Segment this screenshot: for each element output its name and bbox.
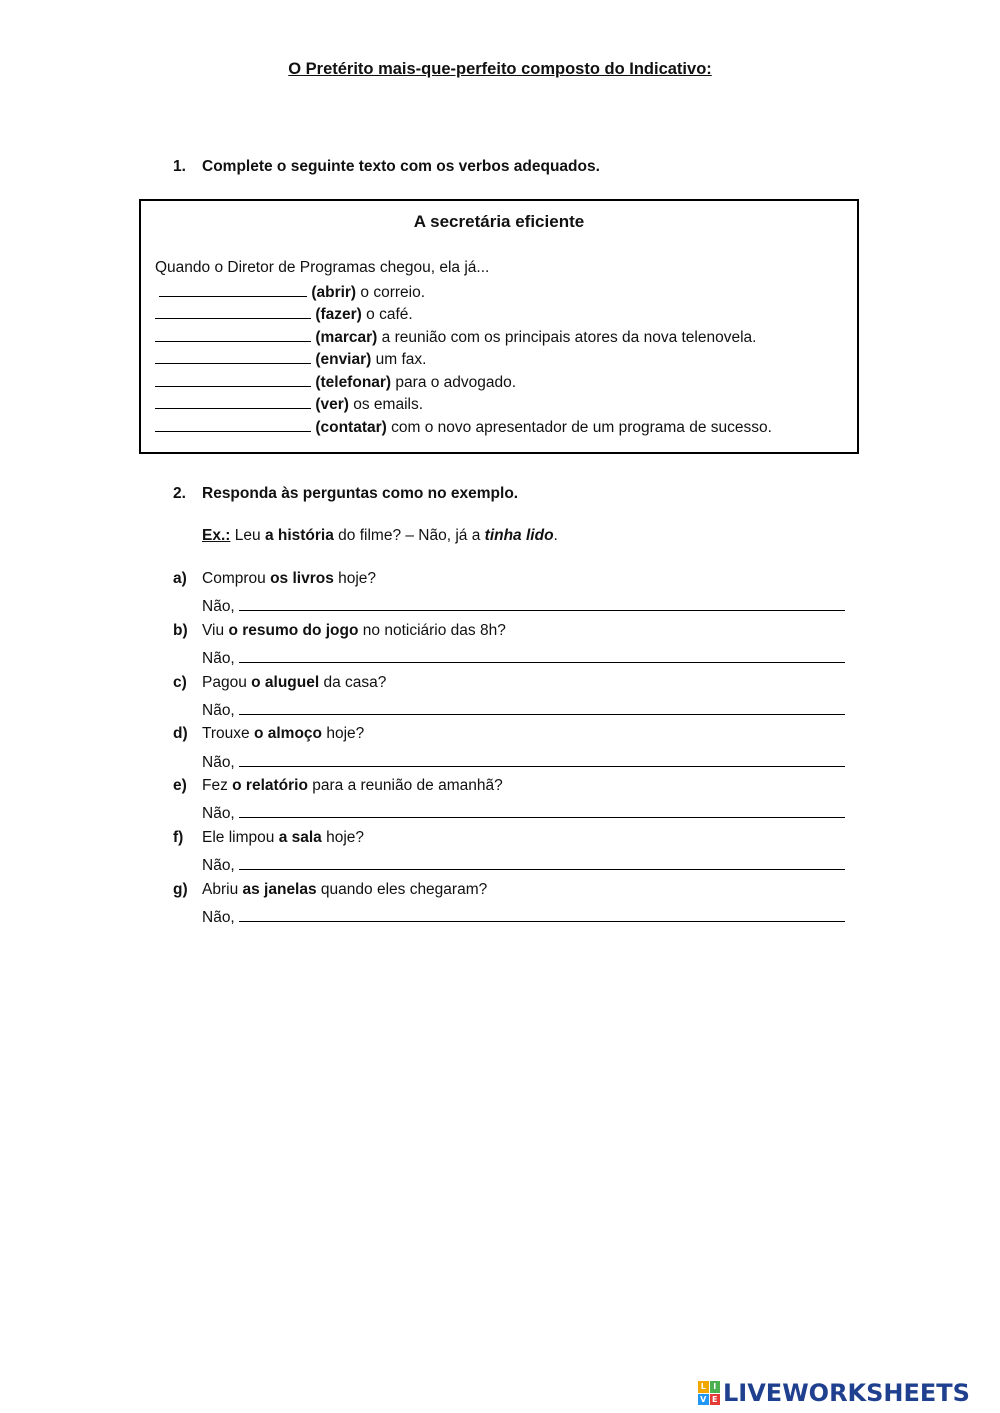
answer-b [202,648,845,668]
question-text: hoje? [338,570,377,587]
liveworksheets-logo-icon [698,1381,720,1405]
question-d [173,725,364,743]
exercise-1-box [139,199,859,454]
question-letter: e) [173,777,187,794]
answer-d [202,752,845,772]
fill-line-4 [155,349,426,369]
logo-mark-cell: L [698,1381,709,1393]
answer-line-g[interactable] [239,907,845,922]
question-bold: o relatório [232,777,308,794]
question-bold: o resumo do jogo [228,622,359,639]
question-text: hoje? [326,725,365,742]
fill-line-7 [155,417,772,437]
answer-a [202,596,845,616]
verb-hint: (enviar) [315,351,372,368]
question-bold: a sala [278,829,322,846]
fill-line-2 [155,304,413,324]
fill-blank-4[interactable] [155,349,311,364]
question-text: da casa? [323,674,387,691]
fill-line-3 [155,327,756,347]
question-letter: g) [173,881,188,898]
question-bold: o aluguel [251,674,320,691]
logo-mark-cell: I [710,1381,721,1393]
verb-hint: (fazer) [315,306,362,323]
question-text: quando eles chegaram? [320,881,488,898]
fill-blank-6[interactable] [155,394,311,409]
question-letter: f) [173,829,184,846]
question-text: Fez [202,777,228,794]
question-text: Ele limpou [202,829,275,846]
question-g [173,881,487,899]
exercise-2-number: 2. [173,485,186,502]
fill-blank-2[interactable] [155,304,311,319]
question-a [173,570,376,588]
answer-prefix: Não, [202,909,235,926]
example-end: . [553,527,558,544]
answer-line-f[interactable] [239,855,845,870]
answer-prefix: Não, [202,702,235,719]
verb-hint: (contatar) [315,419,387,436]
logo-mark-cell: V [698,1394,709,1406]
fill-line-1 [159,282,425,302]
example-bold: a história [264,527,334,544]
question-b [173,622,506,640]
question-text: Abriu [202,881,239,898]
question-text: no noticiário das 8h? [362,622,506,639]
box-title: A secretária eficiente [413,212,585,231]
question-letter: b) [173,622,188,639]
exercise-1-number: 1. [173,158,186,175]
answer-line-e[interactable] [239,803,845,818]
question-text: Trouxe [202,725,250,742]
line-text: a reunião com os principais atores da nova telenovela. [381,329,757,346]
question-c [173,674,386,692]
line-text: o correio. [360,284,426,301]
verb-hint: (abrir) [311,284,357,301]
exercise-2-heading [173,485,518,503]
answer-prefix: Não, [202,754,235,771]
question-bold: as janelas [242,881,317,898]
example-answer: tinha lido [484,527,554,544]
line-text: com o novo apresentador de um programa de sucesso. [391,419,772,436]
answer-line-c[interactable] [239,700,845,715]
fill-blank-5[interactable] [155,372,311,387]
verb-hint: (ver) [315,396,349,413]
question-e [173,777,503,795]
answer-e [202,803,845,823]
question-text: Comprou [202,570,266,587]
exercise-2-instruction: Responda às perguntas como no exemplo. [202,485,519,502]
example-text: Leu [234,527,261,544]
answer-g [202,907,845,927]
question-letter: c) [173,674,187,691]
question-bold: o almoço [253,725,323,742]
answer-line-d[interactable] [239,752,845,767]
liveworksheets-logo [698,1377,970,1409]
fill-line-6 [155,394,423,414]
answer-line-b[interactable] [239,648,845,663]
answer-f [202,855,845,875]
question-bold: os livros [270,570,334,587]
example-sentence [202,527,558,545]
answer-prefix: Não, [202,650,235,667]
example-label: Ex.: [202,527,231,544]
question-text: Pagou [202,674,247,691]
line-text: um fax. [375,351,427,368]
exercise-1-instruction: Complete o seguinte texto com os verbos adequados. [202,158,600,175]
fill-blank-3[interactable] [155,327,311,342]
box-intro: Quando o Diretor de Programas chegou, ela já... [155,259,490,276]
question-text: para a reunião de amanhã? [312,777,503,794]
question-f [173,829,364,847]
fill-blank-1[interactable] [159,282,307,297]
question-text: Viu [202,622,225,639]
line-text: para o advogado. [395,374,517,391]
answer-prefix: Não, [202,598,235,615]
answer-c [202,700,845,720]
example-text: do filme? – Não, já a [338,527,481,544]
worksheet-title: O Pretérito mais-que-perfeito composto do Indicativo: [288,60,712,78]
answer-line-a[interactable] [239,596,845,611]
question-letter: a) [173,570,187,587]
logo-mark-cell: E [710,1394,721,1406]
verb-hint: (telefonar) [315,374,392,391]
exercise-1-heading [173,158,600,176]
question-letter: d) [173,725,188,742]
answer-prefix: Não, [202,857,235,874]
line-text: o café. [366,306,413,323]
verb-hint: (marcar) [315,329,378,346]
logo-text: LIVEWORKSHEETS [723,1379,970,1407]
answer-prefix: Não, [202,805,235,822]
fill-blank-7[interactable] [155,417,311,432]
question-text: hoje? [326,829,365,846]
fill-line-5 [155,372,516,392]
line-text: os emails. [353,396,424,413]
